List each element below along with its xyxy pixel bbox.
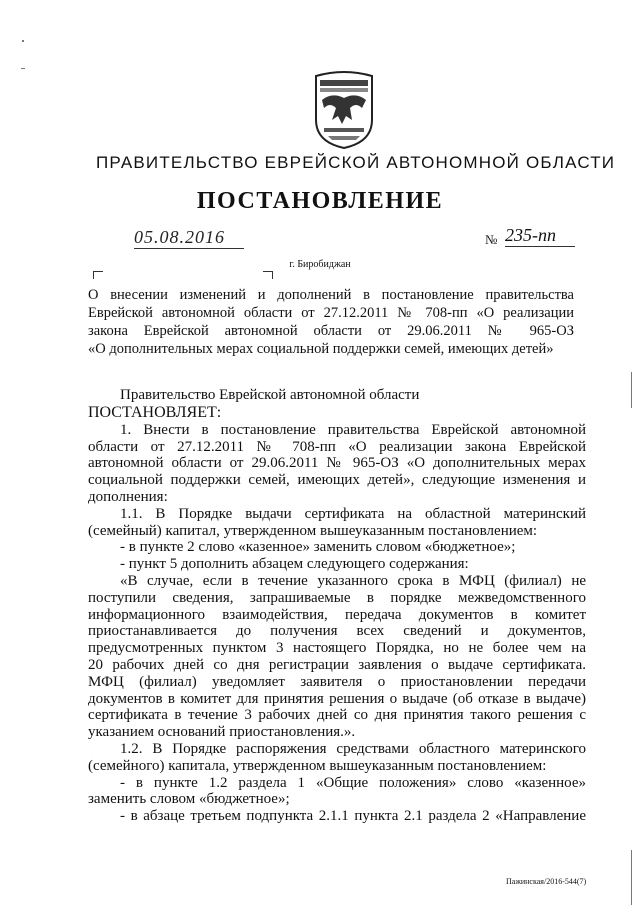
body-line: 20 рабочих дней со дня регистрации заявления о выдаче сертификата.: [88, 656, 586, 673]
document-number: 235-пп: [505, 225, 575, 247]
subject-line: «О дополнительных мерах социальной поддержки семей, имеющих детей»: [88, 341, 554, 357]
body-line: дополнения:: [88, 488, 168, 505]
subject-bracket-right: [263, 271, 273, 279]
body-line: сертификата в течение 3 рабочих дней со дня принятия такого решения с: [88, 707, 586, 724]
scan-edge-mark: [631, 372, 632, 408]
city-name: г. Биробиджан: [289, 259, 351, 270]
body-line: социальной поддержки семей, имеющих детей», следующие изменения и: [88, 472, 586, 489]
body-line: документов в комитет для принятия решения о выдаче (об отказе в выдаче): [88, 690, 586, 707]
footer-document-code: Пажинская/2016-544(7): [506, 877, 587, 886]
document-body: [88, 387, 586, 825]
scan-edge-mark-bottom: [631, 850, 632, 905]
margin-dot: [22, 40, 24, 42]
margin-dash: [21, 68, 25, 69]
document-type-title: ПОСТАНОВЛЕНИЕ: [196, 188, 444, 214]
body-line: - пункт 5 дополнить абзацем следующего содержания:: [120, 556, 469, 573]
body-line: 1.2. В Порядке распоряжения средствами областного материнского: [120, 740, 586, 757]
subject-line: О внесении изменений и дополнений в постановление правительства: [88, 287, 574, 303]
body-line: «В случае, если в течение указанного срока в МФЦ (филиал) не: [120, 572, 586, 589]
body-line: заменить словом «бюджетное»;: [88, 791, 290, 808]
body-line: указанием оснований приостановления.».: [88, 724, 356, 741]
document-date: 05.08.2016: [134, 227, 244, 249]
body-line: информационного взаимодействия, передача документов в комитет: [88, 606, 586, 623]
body-line: области от 27.12.2011 № 708-пп «О реализации закона Еврейской: [88, 438, 586, 455]
government-title: ПРАВИТЕЛЬСТВО ЕВРЕЙСКОЙ АВТОНОМНОЙ ОБЛАСТИ: [96, 153, 616, 172]
body-line: - в пункте 1.2 раздела 1 «Общие положения» слово «казенное»: [120, 774, 586, 791]
subject-line: Еврейской автономной области от 27.12.2011 № 708-пп «О реализации: [88, 305, 574, 321]
subject-line: закона Еврейской автономной области от 29.06.2011 № 965-ОЗ: [88, 323, 574, 339]
body-line: приостанавливается до получения всех сведений и документов,: [88, 623, 586, 640]
resolve-word: ПОСТАНОВЛЯЕТ:: [88, 403, 222, 421]
body-line: МФЦ (филиал) уведомляет заявителя о приостановлении передачи: [88, 673, 586, 690]
body-line: - в абзаце третьем подпункта 2.1.1 пункта 2.1 раздела 2 «Направление: [120, 808, 586, 825]
body-line: (семейный) капитал, утвержденном вышеуказанным постановлением:: [88, 522, 538, 539]
coat-of-arms-emblem: [312, 66, 376, 150]
document-subject: [88, 286, 574, 358]
body-line: предусмотренных пунктом 3 настоящего Порядка, но не более чем на: [88, 640, 586, 657]
subject-bracket-left: [93, 271, 103, 279]
body-line: 1. Внести в постановление правительства Еврейской автономной: [120, 421, 586, 438]
body-line: автономной области от 29.06.2011 № 965-ОЗ «О дополнительных мерах: [88, 455, 586, 472]
body-line: - в пункте 2 слово «казенное» заменить словом «бюджетное»;: [120, 539, 516, 556]
body-line: поступили сведения, запрашиваемые в порядке межведомственного: [88, 589, 586, 606]
number-label: №: [485, 232, 498, 247]
body-line: (семейного) капитала, утвержденном вышеуказанным постановлением:: [88, 757, 547, 774]
body-line: 1.1. В Порядке выдачи сертификата на областной материнский: [120, 505, 586, 522]
body-line: Правительство Еврейской автономной области: [120, 387, 420, 403]
